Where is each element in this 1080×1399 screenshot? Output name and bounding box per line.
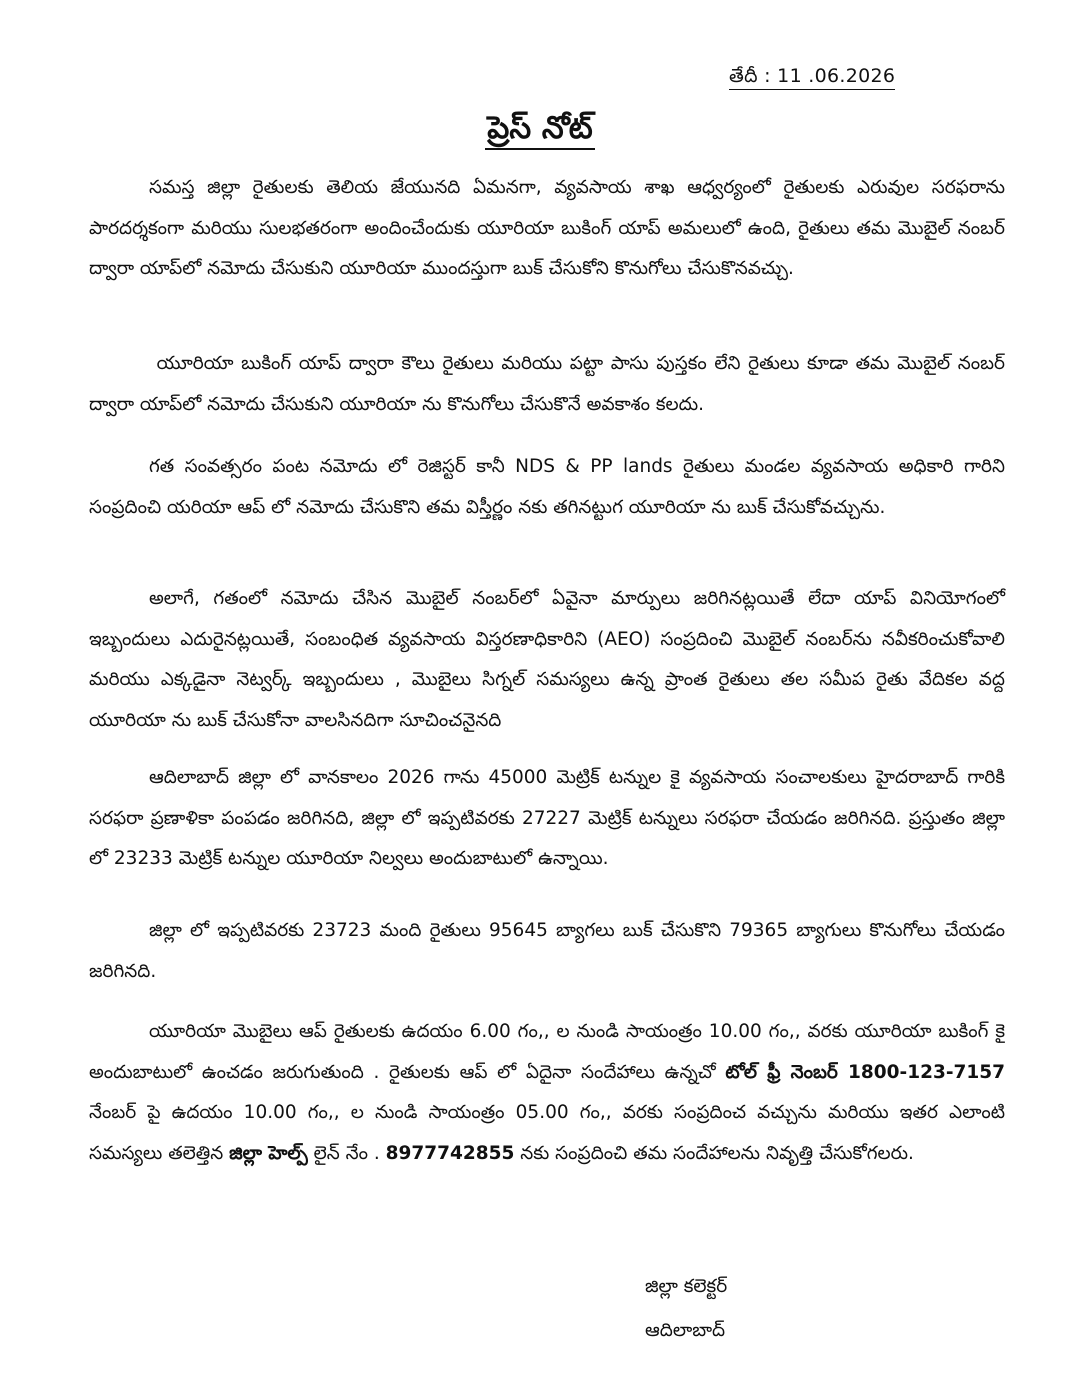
paragraph-text: లైన్ నేం .	[307, 1142, 386, 1164]
paragraph-supply-stats	[89, 758, 1005, 880]
paragraph-text: యూరియా మొబైలు ఆప్ రైతులకు ఉదయం 6.00 గం,, ల నుండి సాయంత్రం 10.00 గం,, వరకు యూరియా బుకింగ్ కై అందుబాటులో ఉంచడం జరుగుతుంది . రైతులకు ఆప్ లో ఏదైనా సందేహాలు ఉన్నచో	[89, 1021, 1005, 1083]
paragraph-mobile-number-update	[89, 579, 1005, 741]
signature-place: ఆదిలాబాద్	[645, 1320, 726, 1341]
paragraph-text: జిల్లా లో ఇప్పటివరకు 23723 మంది రైతులు 95645 బ్యాగలు బుక్ చేసుకొని 79365 బ్యాగులు కొనుగోలు చేయడం జరిగినది.	[89, 920, 1005, 982]
page-title-text: ప్రెస్ నోట్	[485, 110, 594, 150]
signature-designation: జిల్లా కలెక్టర్	[645, 1276, 728, 1297]
paragraph-text: గత సంవత్సరం పంట నమోదు లో రెజిస్టర్ కానీ NDS & PP lands రైతులు మండల వ్యవసాయ అధికారి గారిని సంప్రదించి యరియా ఆప్ లో నమోదు చేసుకొని తమ విస్తీర్ణం నకు తగినట్టుగ యూరియా ను బుక్ చేసుకోవచ్చును.	[89, 456, 1005, 518]
page-title	[0, 108, 1080, 148]
press-note-date: తేదీ : 11 .06.2026	[729, 64, 895, 90]
paragraph-text: యూరియా బుకింగ్ యాప్ ద్వారా కౌలు రైతులు మరియు పట్టా పాసు పుస్తకం లేని రైతులు కూడా తమ మొబైల్ నంబర్ ద్వారా యాప్‌లో నమోదు చేసుకుని యూరియా ను కొనుగోలు చేసుకొనే అవకాశం కలదు.	[89, 353, 1005, 415]
paragraph-helpline	[89, 1012, 1005, 1174]
helpline-number: 8977742855	[385, 1142, 515, 1164]
paragraph-text: ఆదిలాబాద్ జిల్లా లో వానకాలం 2026 గాను 45000 మెట్రిక్ టన్నుల కై వ్యవసాయ సంచాలకులు హైదరాబాద్ గారికి సరఫరా ప్రణాళికా పంపడం జరిగినది, జిల్లా లో ఇప్పటివరకు 27227 మెట్రిక్ టన్నులు సరఫరా చేయడం జరిగినది. ప్రస్తుతం జిల్లా లో 23233 మెట్రిక్ టన్నుల యూరియా నిల్వలు అందుబాటులో ఉన్నాయి.	[89, 767, 1005, 869]
paragraph-text: నకు సంప్రదించి తమ సందేహాలను నివృత్తి చేసుకోగలరు.	[514, 1142, 914, 1164]
paragraph-text: నేంబర్ పై ఉదయం 10.00 గం,, ల నుండి సాయంత్రం 05.00 గం,, వరకు సంప్రదించ వచ్చును మరియు ఇతర ఎలాంటి సమస్యలు తలెత్తిన	[89, 1102, 1005, 1164]
paragraph-nds-pp-lands	[89, 447, 1005, 528]
paragraph-urea-booking-app	[89, 168, 1005, 290]
paragraph-text: అలాగే, గతంలో నమోదు చేసిన మొబైల్ నంబర్‌లో ఏవైనా మార్పులు జరిగినట్లయితే లేదా యాప్ వినియోగంలో ఇబ్బందులు ఎదురైనట్లయితే, సంబంధిత వ్యవసాయ విస్తరణాధికారిని (AEO) సంప్రదించి మొబైల్ నంబర్‌ను నవీకరించుకోవాలి మరియు ఎక్కడైనా నెట్వర్క్ ఇబ్బందులు , మొబైలు సిగ్నల్ సమస్యలు ఉన్న ప్రాంత రైతులు తల సమీప రైతు వేదికల వద్ద యూరియా ను బుక్ చేసుకోనా వాలసినదిగా సూచించనైనది	[89, 588, 1005, 731]
paragraph-tenant-farmers	[89, 344, 1005, 425]
district-help-label: జిల్లా హెల్ప్	[229, 1142, 308, 1164]
toll-free-number: టోల్ ఫ్రీ నెంబర్ 1800-123-7157	[725, 1061, 1006, 1083]
paragraph-booking-stats	[89, 911, 1005, 992]
paragraph-text: సమస్త జిల్లా రైతులకు తెలియ జేయునది ఏమనగా, వ్యవసాయ శాఖ ఆధ్వర్యంలో రైతులకు ఎరువుల సరఫరాను పారదర్శకంగా మరియు సులభతరంగా అందించేందుకు యూరియా బుకింగ్ యాప్ అమలులో ఉంది, రైతులు తమ మొబైల్ నంబర్ ద్వారా యాప్‌లో నమోదు చేసుకుని యూరియా ముందస్తుగా బుక్ చేసుకోని కొనుగోలు చేసుకొనవచ్చు.	[89, 177, 1005, 279]
